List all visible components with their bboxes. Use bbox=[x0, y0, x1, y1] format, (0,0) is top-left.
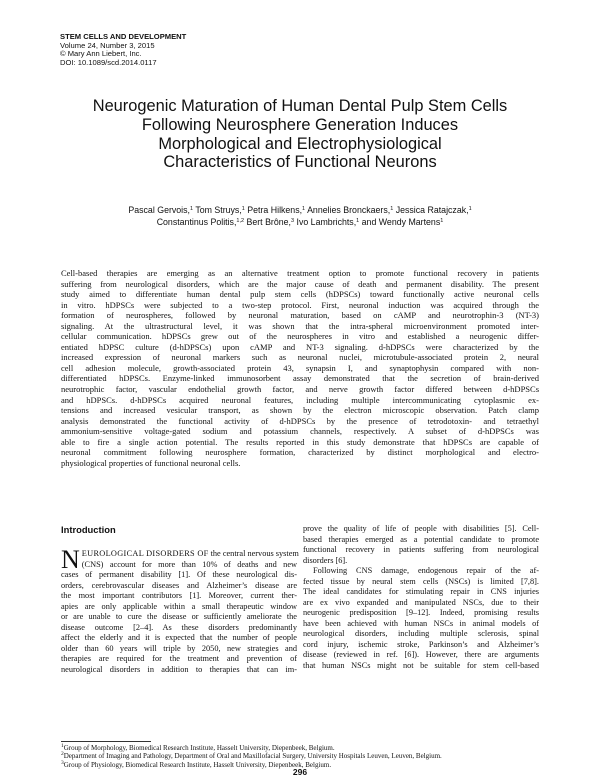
title-line: Morphological and Electrophysiological bbox=[158, 134, 442, 153]
title-line: Following Neurosphere Generation Induces bbox=[141, 115, 459, 134]
author-name: Bert Brône, bbox=[244, 217, 291, 227]
abstract-line: cellular communication. hDPSCs grew out of the neurospheres in vitro and established a neurogenic differ- bbox=[61, 331, 539, 342]
author-line-1 bbox=[100, 204, 500, 216]
abstract-line: neuronal commitment following neurosphere formation, characterized by distinct morphological and electro- bbox=[61, 447, 539, 458]
author-name: Ivo Lambrichts, bbox=[294, 217, 357, 227]
body-line: are ex vivo expanded and manipulated NSCs, due to their bbox=[303, 597, 539, 607]
left-column-lines bbox=[61, 560, 297, 676]
affiliation-marker: 3 bbox=[291, 218, 295, 224]
section-heading-introduction: Introduction bbox=[61, 524, 116, 535]
page-number: 296 bbox=[292, 767, 308, 777]
affiliation-marker: 1 bbox=[390, 206, 394, 212]
body-line: (CNS) account for more than 10% of deaths and new bbox=[81, 559, 297, 569]
body-line: older than 60 years will triple by 2050, new strategies and bbox=[61, 643, 297, 653]
abstract-line: cell adhesion molecule, growth-associated protein 43, synapsin I, and synaptophysin compared with non- bbox=[61, 362, 539, 373]
abstract-line: and hDPSCs. d-hDPSCs acquired neuronal features, including multiple intercommunicating cytoplasmic ex- bbox=[61, 394, 539, 405]
affiliation-footnotes bbox=[61, 744, 539, 769]
body-line: disorders [6]. bbox=[303, 555, 348, 565]
abstract-line: entiated hDPSC culture (d-hDPSCs) upon cAMP and NT-3 signaling. d-hDPSCs were characterized by the bbox=[61, 341, 539, 352]
article-title bbox=[80, 97, 520, 172]
title-line: Neurogenic Maturation of Human Dental Pulp Stem Cells bbox=[92, 97, 508, 115]
body-line: fected tissue by neural stem cells (NSCs) is limited [7,8]. bbox=[303, 576, 539, 586]
body-line: neurogenic predisposition [9–12]. Indeed, promising results bbox=[303, 608, 539, 617]
affiliation-marker: 1 bbox=[440, 218, 444, 224]
abstract-line: Cell-based therapies are emerging as an alternative treatment option to promote functional recovery in patients bbox=[61, 268, 539, 278]
body-line: affect the elderly and it is expected that the number of people bbox=[61, 633, 297, 642]
body-line: the most important contributors [1]. Moreover, current ther- bbox=[61, 591, 297, 600]
journal-copyright: © Mary Ann Liebert, Inc. bbox=[60, 49, 142, 59]
affiliation-marker: 1 bbox=[189, 206, 194, 212]
abstract-line: differentiated hDPSCs. Enzyme-linked immunosorbent assay demonstrated that the secretion of brain-derived bbox=[61, 373, 539, 384]
body-line: orders, cerebrovascular diseases and Alzheimer’s disease are bbox=[61, 580, 297, 590]
abstract bbox=[61, 268, 539, 468]
drop-cap: N bbox=[61, 545, 80, 574]
journal-info bbox=[60, 33, 186, 67]
author-name: and Wendy Martens bbox=[359, 217, 441, 227]
body-line: that human NSCs might not be suitable for stem cell-based bbox=[303, 660, 539, 670]
abstract-line: suffering from neurological disorders, which are the major cause of death and permanent disability. The present bbox=[61, 278, 539, 289]
body-line: neurological disorders, including multiple sclerosis, spinal bbox=[303, 629, 539, 638]
body-line: prove the quality of life of people with disabilities [5]. Cell- bbox=[303, 524, 539, 533]
abstract-line: increased expression of neuronal markers such as neuronal nuclei, microtubule-associated protein 2, neural bbox=[61, 352, 539, 363]
footnote-marker: 3 bbox=[61, 759, 64, 766]
intro-first-paragraph bbox=[61, 545, 299, 675]
body-line: cases of permanent disability [1]. Of these neurological dis- bbox=[61, 570, 297, 579]
footnote-marker: 2 bbox=[61, 751, 64, 758]
journal-doi[interactable]: DOI: 10.1089/scd.2014.0117 bbox=[60, 57, 157, 67]
abstract-line: analysis demonstrated the functional activity of d-hDPSCs by the presence of tetrodotoxin- and tetraethyl bbox=[61, 415, 539, 426]
body-line: or are unable to cure the disease or sufficiently ameliorate the bbox=[61, 612, 297, 621]
body-line: disease outcome [2–4]. As these disorders predominantly bbox=[61, 622, 297, 632]
author-line-2 bbox=[100, 216, 500, 228]
author-name: Constantinus Politis, bbox=[156, 217, 237, 227]
author-name: Annelies Bronckaers, bbox=[305, 205, 391, 215]
footnote-text: Group of Morphology, Biomedical Research Institute, Hasselt University, Diepenbeek, Belgium. bbox=[63, 744, 335, 752]
body-line: have been achieved with human NSCs in animal models of bbox=[303, 618, 539, 628]
body-line: apies are only applicable within a small therapeutic window bbox=[61, 601, 297, 611]
author-name: Petra Hilkens, bbox=[244, 205, 303, 215]
body-line: cord injury, ischemic stroke, Parkinson’s and Alzheimer’s bbox=[303, 639, 539, 649]
author-list bbox=[100, 204, 500, 228]
title-line: Characteristics of Functional Neurons bbox=[163, 153, 437, 172]
author-name: Tom Struys, bbox=[193, 205, 242, 215]
body-line: disease (reviewed in ref. [6]). However, there are arguments bbox=[303, 650, 539, 659]
abstract-line: neurotrophic factor, vascular endothelial growth factor, and nerve growth factor differed between d-hDPSCs bbox=[61, 384, 539, 395]
journal-volume: Volume 24, Number 3, 2015 bbox=[60, 40, 155, 50]
small-caps-lead: EUROLOGICAL DISORDERS OF bbox=[81, 549, 209, 558]
affiliation-marker: 1,2 bbox=[236, 218, 245, 224]
right-column bbox=[303, 524, 539, 671]
abstract-line: study aimed to differentiate human dental pulp stem cells (hDPSCs) toward functionally active neuronal cells bbox=[61, 289, 539, 300]
lead-rest: the central nervous system bbox=[208, 549, 299, 558]
affiliation-marker: 1 bbox=[356, 218, 360, 224]
author-name: Jessica Ratajczak, bbox=[393, 205, 469, 215]
abstract-line: signaling. At the ultrastructural level, it was shown that the intra-spheral microenvironment promoted inter- bbox=[61, 320, 539, 331]
body-line bbox=[61, 549, 297, 560]
affiliation-marker: 1 bbox=[241, 206, 245, 212]
abstract-line: physiological properties of functional neuronal cells. bbox=[61, 457, 241, 468]
body-line: based therapies emerged as a potential candidate to promote bbox=[303, 534, 539, 544]
footnote bbox=[61, 752, 539, 760]
footnote-text: Department of Imaging and Pathology, Department of Oral and Maxillofacial Surgery, University Hospitals Leuven, Leuven, Belgium. bbox=[63, 752, 442, 761]
abstract-line: able to fire a single action potential. The results reported in this study demonstrate that hDPSCs are capable of bbox=[61, 436, 539, 447]
abstract-line: in vitro. hDPSCs were subjected to a two-step protocol. First, neuronal induction was acquired through the bbox=[61, 299, 539, 310]
abstract-line: ammonium-sensitive voltage-gated sodium and potassium channels, respectively. A subset of d-hDPSCs was bbox=[61, 426, 539, 437]
body-line: Following CNS damage, endogenous repair of the af- bbox=[313, 566, 539, 575]
affiliation-marker: 1 bbox=[302, 206, 306, 212]
body-line: neurological disorders in addition to therapies that can im- bbox=[61, 664, 297, 674]
journal-name: STEM CELLS AND DEVELOPMENT bbox=[60, 32, 187, 41]
body-line: functional recovery in patients suffering from neurological bbox=[303, 545, 539, 554]
footnote-text: Group of Physiology, Biomedical Research Institute, Hasselt University, Diepenbeek, Belgium. bbox=[63, 760, 332, 769]
footnote-marker: 1 bbox=[61, 743, 64, 749]
body-line: The ideal candidates for stimulating repair in CNS injuries bbox=[303, 587, 539, 596]
left-column bbox=[61, 524, 297, 675]
abstract-line: tensions and increased vesicular transport, as shown by the electron microscopic observation. Patch clamp bbox=[61, 405, 539, 416]
author-name: Pascal Gervois, bbox=[128, 205, 190, 215]
abstract-line: formation of neurospheres, followed by neuronal maturation, based on cAMP and neurotrophin-3 (NT-3) bbox=[61, 310, 539, 321]
body-line: therapies are required for the treatment and prevention of bbox=[61, 654, 297, 663]
footnote-rule bbox=[61, 741, 151, 742]
affiliation-marker: 1 bbox=[468, 206, 472, 212]
